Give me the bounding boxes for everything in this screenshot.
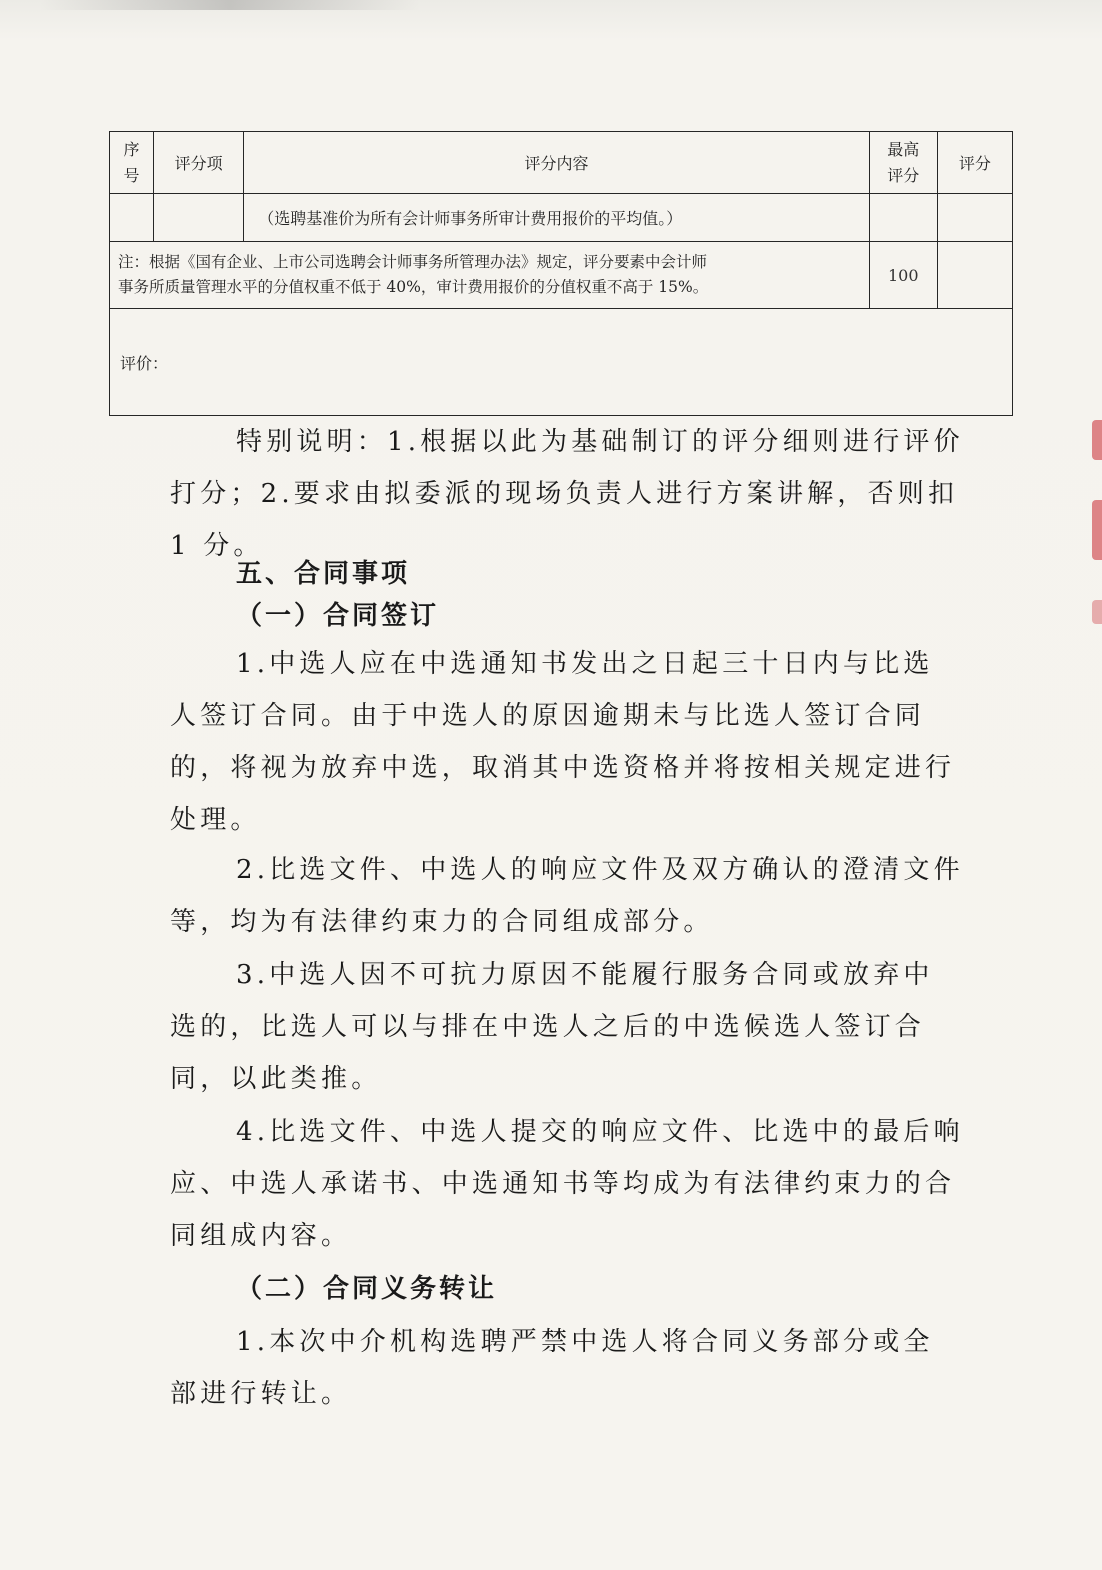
header-serial-number: 序 号 [110,132,154,194]
table-cell [869,194,937,242]
subsection-title: （一）合同签订 [236,601,440,631]
table-note-row [110,242,1013,309]
header-max-score: 最高 评分 [869,132,937,194]
table-cell [937,242,1012,309]
red-seal-edge [1092,420,1102,460]
header-scoring-item: 评分项 [154,132,244,194]
clause-1: 1.中选人应在中选通知书发出之日起三十日内与比选 人签订合同。由于中选人的原因逾期未与比选人签订合同 的，将视为放弃中选，取消其中选资格并将按相关规定进行 处理。 [170,649,956,835]
evaluation-row [110,309,1013,416]
table-cell [154,194,244,242]
scan-edge-shadow [40,0,420,10]
clause-3: 3.中选人因不可抗力原因不能履行服务合同或放弃中 选的，比选人可以与排在中选人之后的中选候选人签订合 同，以此类推。 [170,960,934,1094]
clause-5: 1.本次中介机构选聘严禁中选人将合同义务部分或全 部进行转让。 [170,1327,934,1409]
benchmark-price-note: （选聘基准价为所有会计师事务所审计费用报价的平均值。） [244,194,869,242]
table-cell [937,194,1012,242]
red-seal-edge [1092,500,1102,560]
header-score: 评分 [937,132,1012,194]
total-max-score: 100 [869,242,937,309]
evaluation-label: 评价： [110,309,1013,416]
table-header-row [110,132,1013,194]
subsection-title: （二）合同义务转让 [236,1274,498,1304]
section-title: 五、合同事项 [236,559,411,589]
special-note: 特别说明：1.根据以此为基础制订的评分细则进行评价 打分；2.要求由拟委派的现场负责人进行方案讲解，否则扣 1 分。 [170,427,964,561]
table-row [110,194,1013,242]
clause-4: 4.比选文件、中选人提交的响应文件、比选中的最后响 应、中选人承诺书、中选通知书等均成为有法律约束力的合 同组成内容。 [170,1117,964,1251]
red-seal-edge [1092,600,1102,624]
header-scoring-content: 评分内容 [244,132,869,194]
scoring-table [109,131,1013,416]
clause-2: 2.比选文件、中选人的响应文件及双方确认的澄清文件 等，均为有法律约束力的合同组成部分。 [170,855,964,937]
weighting-note: 注：根据《国有企业、上市公司选聘会计师事务所管理办法》规定，评分要素中会计师 事务所质量管理水平的分值权重不低于 40%，审计费用报价的分值权重不高于 15%。 [110,242,870,309]
table-cell [110,194,154,242]
